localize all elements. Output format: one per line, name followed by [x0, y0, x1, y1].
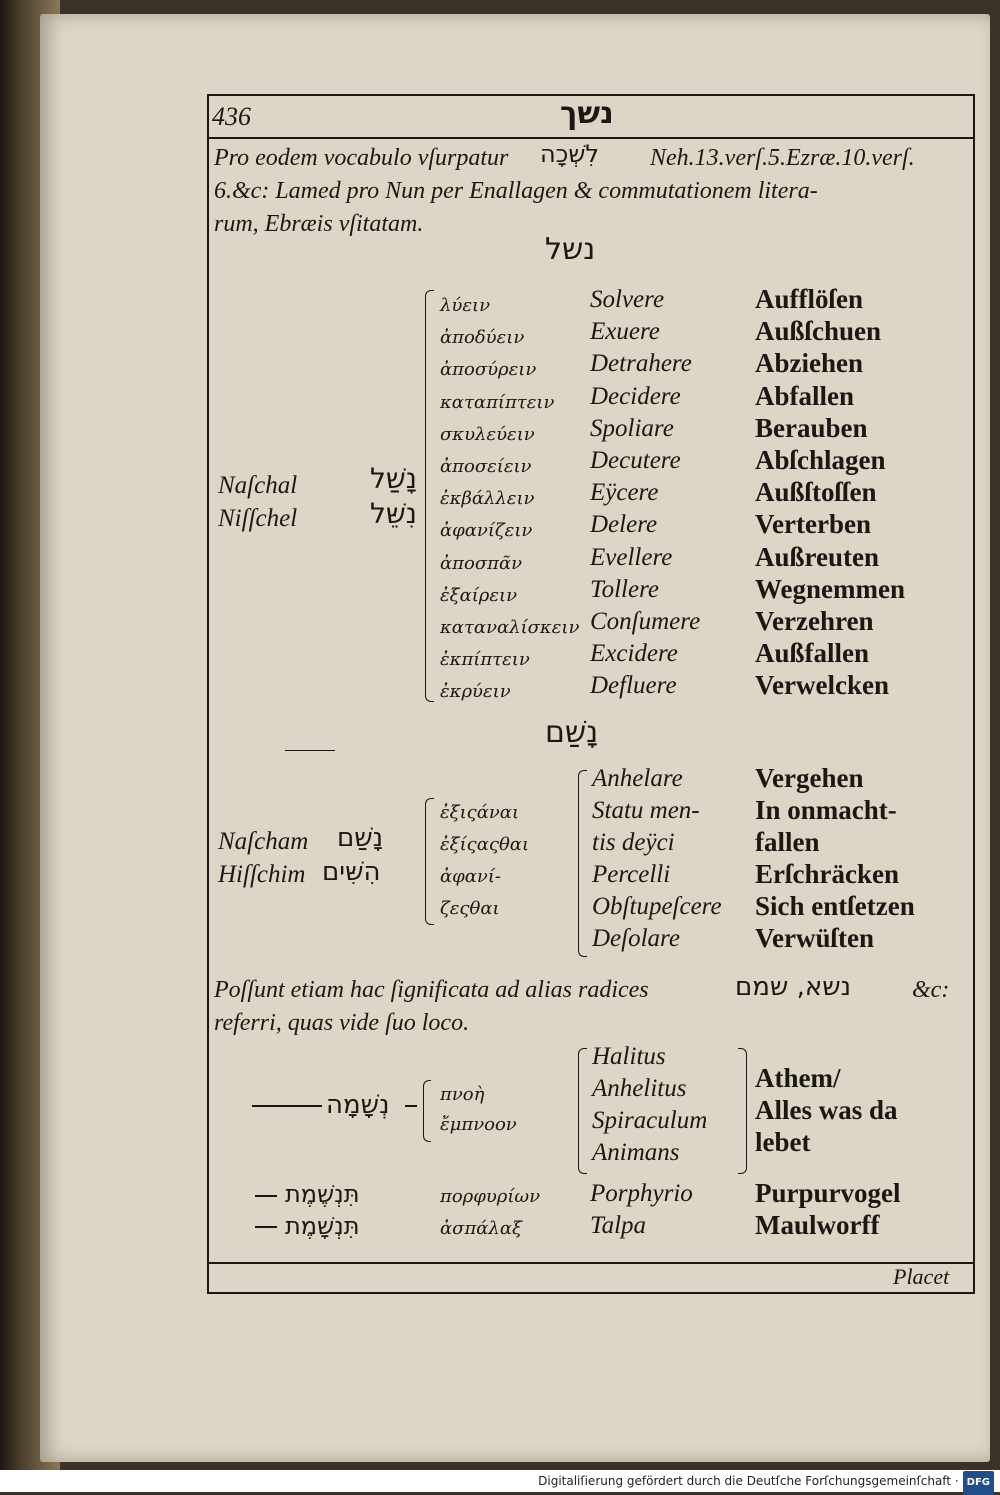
intro-hebrew-word: לִשְׁכָה: [540, 140, 600, 168]
sec1-greek-word-2: ἀποδύειν: [440, 327, 525, 349]
sec1-brace: [425, 290, 434, 702]
sec1-greek-word-7: ἐκβάλλειν: [440, 488, 535, 510]
sec3-brace-greek: [423, 1080, 431, 1142]
credit-bar: [0, 1470, 1000, 1492]
sec2-german-word-3: fallen: [755, 827, 820, 857]
sec1-latin-word-12: Excidere: [590, 640, 678, 668]
footer-rule: [207, 1262, 973, 1264]
sec1-greek-word-6: ἀποσείειν: [440, 456, 532, 477]
sec1-latin-word-11: Conſumere: [590, 608, 701, 635]
sec4-leader-1a: [255, 1195, 277, 1197]
section-2-heading: נָשַׁם: [545, 715, 599, 750]
sec3-brace-right: [738, 1048, 747, 1174]
sec2-latin-word-1: Anhelare: [592, 765, 683, 792]
sec1-hebrew-2: נִשֵּׁל: [370, 497, 417, 530]
sec1-name-1: Naſchal: [218, 472, 298, 499]
note-line-1a: Poſſunt etiam hac ſignificata ad alias radices: [214, 977, 649, 1003]
intro-line-3: rum, Ebræis vſitatam.: [214, 211, 424, 237]
sec1-german-word-3: Abziehen: [755, 348, 863, 379]
sec4-leader-2a: [255, 1226, 277, 1228]
sec1-latin-word-10: Tollere: [590, 575, 659, 603]
sec3-brace-latin: [578, 1048, 587, 1174]
running-head: נשך: [560, 96, 614, 131]
dfg-logo: DFG: [963, 1471, 994, 1495]
sec3-german-word-3: lebet: [755, 1127, 811, 1157]
sec1-latin-word-4: Decidere: [590, 382, 681, 410]
sec4-greek-2: ἀσπάλαξ: [440, 1218, 522, 1239]
sec1-greek-word-13: ἐκρύειν: [440, 681, 511, 703]
sec4-latin-1: Porphyrio: [590, 1180, 693, 1207]
sec4-hebrew-1: תִּנְשֶׁמֶת: [285, 1180, 360, 1208]
sec2-greek-word-1: ἐξιςάναι: [440, 802, 520, 823]
ink-mark: [285, 750, 335, 751]
sec1-latin-word-2: Exuere: [590, 318, 660, 346]
sec2-greek-word-2: ἐξίςαςθαι: [440, 834, 529, 855]
sec1-german-word-7: Außſtoſſen: [755, 477, 877, 508]
sec3-latin-word-4: Animans: [592, 1139, 680, 1166]
section-1-heading: נשל: [545, 232, 596, 267]
sec2-greek-word-4: ζεςθαι: [440, 898, 500, 919]
sec1-german-word-4: Abfallen: [755, 380, 855, 411]
sec2-latin-word-5: Obſtupeſcere: [592, 893, 722, 920]
sec4-german-2: Maulworff: [755, 1210, 880, 1240]
sec2-latin-word-3: tis deÿci: [592, 829, 675, 856]
sec2-latin-word-2: Statu men-: [592, 797, 700, 824]
sec3-latin-word-1: Halitus: [592, 1043, 666, 1070]
sec3-greek-2: ἔμπνοον: [440, 1114, 517, 1135]
sec1-german-word-12: Außfallen: [755, 638, 870, 669]
sec1-greek-word-3: ἀποσύρειν: [440, 359, 537, 381]
sec1-greek-word-12: ἐκπίπτειν: [440, 649, 530, 671]
note-line-2: referri, quas vide ſuo loco.: [214, 1010, 470, 1036]
sec3-leader: [252, 1105, 322, 1107]
sec1-german-word-6: Abſchlagen: [755, 445, 886, 475]
sec1-name-2: Niſſchel: [218, 505, 298, 532]
sec1-german-word-5: Berauben: [755, 412, 868, 443]
sec2-german-word-1: Vergehen: [755, 763, 864, 793]
sec3-hebrew: נְשָׁמָה: [326, 1090, 390, 1120]
sec1-hebrew-1: נָשַׁל: [370, 462, 417, 495]
sec2-name-1: Naſcham: [218, 828, 309, 855]
sec1-german-word-11: Verzehren: [755, 606, 874, 636]
sec2-latin-word-4: Percelli: [592, 861, 671, 888]
sec2-german-word-4: Erſchräcken: [755, 859, 899, 889]
credit-text: Digitaliſierung gefördert durch die Deutſche Forſchungsgemeinſchaft ·: [538, 1474, 959, 1488]
sec1-german-word-2: Außſchuen: [755, 316, 882, 347]
sec1-german-word-10: Wegnemmen: [755, 573, 905, 604]
sec4-latin-2: Talpa: [590, 1212, 647, 1239]
header-rule: [207, 137, 973, 139]
intro-line-1a: Pro eodem vocabulo vſurpatur: [214, 145, 509, 171]
intro-line-2: 6.&c: Lamed pro Nun per Enallagen & commutationem litera-: [214, 178, 818, 204]
sec1-german-word-8: Verterben: [755, 509, 871, 540]
note-line-1b: &c:: [912, 977, 950, 1003]
sec2-hebrew-1: נָשַׁם: [337, 823, 384, 853]
sec3-greek-1: πνοὴ: [440, 1084, 485, 1105]
sec4-german-1: Purpurvogel: [755, 1178, 901, 1208]
sec1-latin-word-3: Detrahere: [590, 350, 692, 378]
sec2-brace-latin: [578, 770, 587, 957]
sec3-latin-word-3: Spiraculum: [592, 1107, 708, 1134]
sec1-latin-word-1: Solvere: [590, 286, 665, 313]
sec3-leader-2: [405, 1105, 417, 1107]
sec2-hebrew-2: הִשִּׁים: [322, 857, 381, 887]
sec1-greek-word-4: καταπίπτειν: [440, 391, 555, 413]
sec1-latin-word-5: Spoliare: [590, 414, 674, 442]
catchword: Placet: [893, 1264, 950, 1289]
sec1-latin-word-9: Evellere: [590, 543, 673, 571]
sec2-latin-word-6: Deſolare: [592, 925, 680, 952]
sec2-greek-word-3: ἀφανί-: [440, 866, 501, 887]
sec2-brace-greek: [425, 798, 434, 925]
sec2-german-word-6: Verwüſten: [755, 923, 874, 953]
sec1-greek-word-11: καταναλίσκειν: [440, 617, 580, 638]
sec1-latin-word-6: Decutere: [590, 447, 681, 474]
sec3-german-word-1: Athem/: [755, 1063, 841, 1093]
sec1-greek-word-8: ἀφανίζειν: [440, 520, 533, 542]
sec2-german-word-2: In onmacht-: [755, 795, 897, 825]
intro-line-1b: Neh.13.verſ.5.Ezræ.10.verſ.: [650, 145, 915, 171]
sec3-german-word-2: Alles was da: [755, 1095, 898, 1125]
sec1-latin-word-13: Defluere: [590, 672, 677, 700]
sec1-greek-word-5: σκυλεύειν: [440, 423, 535, 445]
note-hebrew: נשא, שמם: [735, 972, 852, 1002]
page-number: 436: [212, 102, 251, 131]
sec1-german-word-13: Verwelcken: [755, 670, 889, 701]
sec2-name-2: Hiſſchim: [218, 861, 306, 888]
sec1-latin-word-8: Delere: [590, 511, 658, 539]
sec1-german-word-9: Außreuten: [755, 541, 880, 572]
sec1-german-word-1: Aufflöſen: [755, 284, 863, 314]
sec4-greek-1: πορφυρίων: [440, 1186, 541, 1207]
sec4-hebrew-2: תִּנְשָׁמֶת: [285, 1212, 360, 1240]
sec1-greek-word-10: ἐξαίρειν: [440, 584, 518, 606]
sec1-greek-word-1: λύειν: [440, 295, 491, 316]
sec3-latin-word-2: Anhelitus: [592, 1075, 687, 1102]
sec1-greek-word-9: ἀποσπᾶν: [440, 552, 523, 574]
sec1-latin-word-7: Eÿcere: [590, 479, 659, 507]
sec2-german-word-5: Sich entſetzen: [755, 891, 915, 921]
